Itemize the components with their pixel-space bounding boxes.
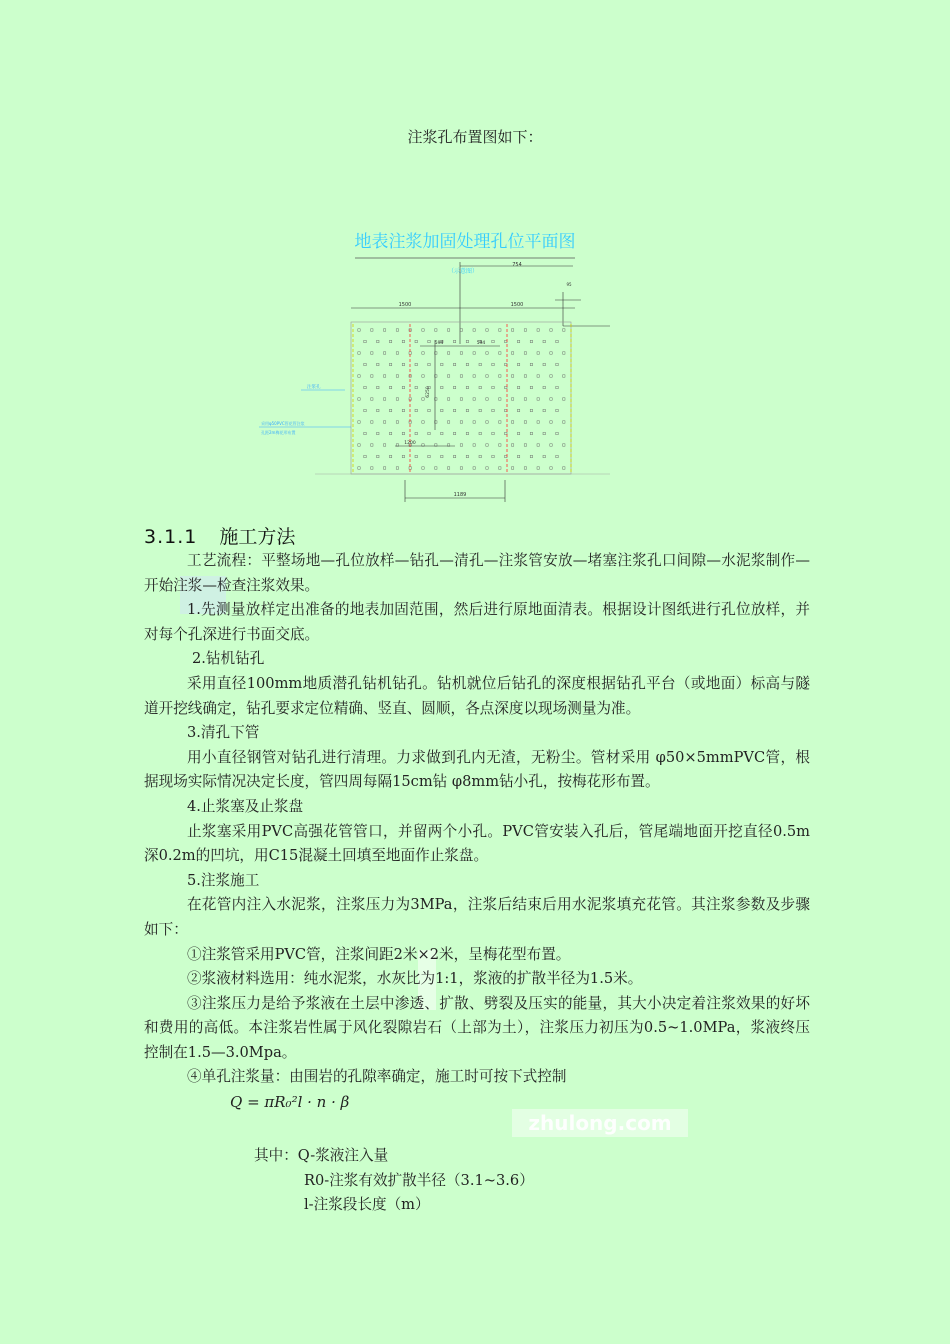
grout-hole-marker bbox=[358, 352, 360, 354]
grout-hole-marker bbox=[435, 329, 437, 331]
grout-hole-marker bbox=[466, 409, 468, 411]
grout-hole-marker bbox=[486, 352, 488, 354]
grout-hole-marker bbox=[389, 432, 391, 434]
section-heading bbox=[144, 522, 295, 549]
grout-hole-marker bbox=[466, 432, 468, 434]
grout-hole-marker bbox=[377, 363, 379, 365]
grout-hole-marker bbox=[524, 444, 526, 446]
grout-hole-marker bbox=[453, 409, 455, 411]
grout-hole-marker bbox=[530, 409, 532, 411]
grout-hole-marker bbox=[422, 352, 424, 354]
grout-hole-marker bbox=[466, 340, 468, 342]
grout-hole-marker bbox=[460, 398, 462, 400]
grout-hole-marker bbox=[441, 432, 443, 434]
grout-hole-marker bbox=[358, 398, 360, 400]
grout-hole-marker bbox=[447, 352, 449, 354]
formula-legend: R0-注浆有效扩散半径（3.1~3.6） bbox=[304, 1171, 534, 1189]
formula: Q = πR₀²l · n · β bbox=[230, 1093, 350, 1112]
grout-hole-marker bbox=[556, 455, 558, 457]
grout-hole-marker bbox=[364, 432, 366, 434]
grout-hole-marker bbox=[396, 467, 398, 469]
grout-hole-marker bbox=[460, 421, 462, 423]
section-number: 3.1.1 bbox=[144, 526, 198, 548]
grout-hole-marker bbox=[466, 386, 468, 388]
grout-hole-marker bbox=[428, 409, 430, 411]
grout-hole-marker bbox=[371, 444, 373, 446]
paragraph: 用小直径钢管对钻孔进行清理。力求做到孔内无渣，无粉尘。管材采用 φ50×5mmPVC管，根据现场实际情况决定长度，管四周每隔15cm钻 φ8mm钻小孔，按梅花形布置。 bbox=[144, 748, 810, 791]
dim-small-b: 594 bbox=[476, 341, 486, 346]
grout-hole-marker bbox=[473, 467, 475, 469]
grout-hole-marker bbox=[371, 421, 373, 423]
dim-tiny: 95 bbox=[566, 282, 572, 287]
grout-hole-marker bbox=[441, 455, 443, 457]
grout-hole-marker bbox=[396, 352, 398, 354]
grout-hole-marker bbox=[377, 386, 379, 388]
grout-hole-marker bbox=[537, 444, 539, 446]
grout-hole-marker bbox=[511, 375, 513, 377]
grout-hole-marker bbox=[453, 455, 455, 457]
side-label-1: 注浆孔 bbox=[307, 385, 321, 390]
grout-hole-marker bbox=[550, 398, 552, 400]
grout-hole-marker bbox=[460, 444, 462, 446]
grout-hole-marker bbox=[473, 444, 475, 446]
grout-hole-marker bbox=[524, 421, 526, 423]
grout-hole-marker bbox=[537, 467, 539, 469]
grout-hole-marker bbox=[460, 352, 462, 354]
grout-hole-marker bbox=[550, 329, 552, 331]
grout-hole-marker bbox=[479, 363, 481, 365]
grout-hole-marker bbox=[473, 398, 475, 400]
dim-left-span: 1500 bbox=[398, 302, 412, 308]
grout-hole-marker bbox=[389, 386, 391, 388]
grout-hole-marker bbox=[492, 340, 494, 342]
grout-hole-marker bbox=[447, 329, 449, 331]
step-item: ②浆液材料选用：纯水泥浆，水灰比为1:1，浆液的扩散半径为1.5米。 bbox=[187, 970, 643, 988]
grout-hole-marker bbox=[422, 398, 424, 400]
grout-hole-marker bbox=[543, 409, 545, 411]
grout-hole-marker bbox=[537, 375, 539, 377]
grout-hole-marker bbox=[447, 467, 449, 469]
grout-hole-marker bbox=[563, 421, 565, 423]
grout-hole-marker bbox=[371, 467, 373, 469]
grout-hole-marker bbox=[441, 363, 443, 365]
grout-hole-marker bbox=[537, 421, 539, 423]
subheading: 2.钻机钻孔 bbox=[192, 650, 265, 668]
grout-hole-marker bbox=[492, 363, 494, 365]
grout-hole-marker bbox=[511, 421, 513, 423]
grout-hole-marker bbox=[402, 363, 404, 365]
grout-hole-marker bbox=[383, 375, 385, 377]
paragraph: 止浆塞采用PVC高强花管管口，并留两个小孔。PVC管安装入孔后，管尾端地面开挖直径0.5m深0.2m的凹坑，用C15混凝土回填至地面作止浆盘。 bbox=[144, 822, 810, 865]
grout-hole-marker bbox=[556, 409, 558, 411]
grout-hole-marker bbox=[383, 467, 385, 469]
grout-hole-marker bbox=[402, 409, 404, 411]
grout-hole-marker bbox=[486, 421, 488, 423]
grout-hole-marker bbox=[537, 398, 539, 400]
grout-hole-marker bbox=[524, 467, 526, 469]
grout-hole-marker bbox=[415, 386, 417, 388]
grout-hole-marker bbox=[543, 432, 545, 434]
subheading: 5.注浆施工 bbox=[187, 871, 260, 889]
paragraph: 在花管内注入水泥浆，注浆压力为3MPa，注浆后结束后用水泥浆填充花管。其注浆参数及步骤如下： bbox=[144, 896, 810, 938]
grout-hole-marker bbox=[479, 455, 481, 457]
grout-hole-marker bbox=[556, 432, 558, 434]
grout-hole-marker bbox=[524, 398, 526, 400]
grout-hole-marker bbox=[422, 421, 424, 423]
grout-hole-marker bbox=[563, 352, 565, 354]
grout-hole-marker bbox=[499, 467, 501, 469]
grout-hole-marker bbox=[460, 467, 462, 469]
side-label-2: 采用φ50PVC管花管注浆 bbox=[261, 421, 305, 426]
grout-hole-marker bbox=[492, 455, 494, 457]
grout-hole-marker bbox=[492, 432, 494, 434]
grout-hole-marker bbox=[543, 455, 545, 457]
grout-hole-marker bbox=[428, 455, 430, 457]
grout-hole-marker bbox=[486, 375, 488, 377]
step-item: ④单孔注浆量：由围岩的孔隙率确定，施工时可按下式控制 bbox=[187, 1068, 567, 1086]
grout-hole-marker bbox=[499, 398, 501, 400]
grout-hole-marker bbox=[377, 340, 379, 342]
grout-hole-marker bbox=[453, 340, 455, 342]
grout-hole-marker bbox=[358, 444, 360, 446]
hole-grid bbox=[358, 329, 565, 469]
grout-hole-marker bbox=[556, 386, 558, 388]
drawing-title: 地表注浆加固处理孔位平面图 bbox=[354, 232, 576, 252]
side-label-3: 孔距2m梅花形布置 bbox=[261, 430, 296, 435]
grout-hole-marker bbox=[383, 352, 385, 354]
grout-hole-marker bbox=[543, 340, 545, 342]
grout-hole-marker bbox=[499, 329, 501, 331]
grout-hole-marker bbox=[377, 409, 379, 411]
step-item: ③注浆压力是给予浆液在土层中渗透、扩散、劈裂及压实的能量，其大小决定着注浆效果的好坏和费用的高低。本注浆岩性属于风化裂隙岩石（上部为土），注浆压力初压为0.5~1.0MPa，浆液终压控制在1.5—3.0Mpa。 bbox=[144, 994, 810, 1061]
grout-hole-marker bbox=[415, 455, 417, 457]
grout-hole-marker bbox=[402, 432, 404, 434]
grout-hole-marker bbox=[517, 386, 519, 388]
grout-hole-marker bbox=[422, 329, 424, 331]
grout-hole-marker bbox=[371, 375, 373, 377]
grout-hole-marker bbox=[556, 363, 558, 365]
subheading: 3.清孔下管 bbox=[187, 724, 260, 742]
grout-hole-marker bbox=[447, 398, 449, 400]
grout-hole-marker bbox=[415, 409, 417, 411]
grout-hole-marker bbox=[402, 455, 404, 457]
grout-hole-marker bbox=[466, 455, 468, 457]
grout-hole-marker bbox=[524, 375, 526, 377]
grout-hole-marker bbox=[422, 467, 424, 469]
grout-hole-marker bbox=[530, 340, 532, 342]
grout-hole-marker bbox=[511, 398, 513, 400]
grout-hole-marker bbox=[530, 386, 532, 388]
grout-hole-marker bbox=[453, 386, 455, 388]
grout-hole-marker bbox=[511, 444, 513, 446]
drawing-subtitle: （示意图） bbox=[447, 268, 479, 275]
grout-hole-marker bbox=[402, 386, 404, 388]
grout-hole-marker bbox=[537, 329, 539, 331]
grout-hole-marker bbox=[389, 409, 391, 411]
grout-hole-marker bbox=[441, 409, 443, 411]
grout-hole-marker bbox=[409, 352, 411, 354]
formula-legend: l-注浆段长度（m） bbox=[304, 1196, 430, 1214]
grout-hole-marker bbox=[530, 432, 532, 434]
grout-hole-marker bbox=[364, 363, 366, 365]
grout-hole-marker bbox=[479, 432, 481, 434]
grout-hole-marker bbox=[447, 421, 449, 423]
grout-hole-marker bbox=[364, 340, 366, 342]
grout-hole-marker bbox=[492, 386, 494, 388]
paragraph: 1.先测量放样定出准备的地表加固范围，然后进行原地面清表。根据设计图纸进行孔位放样，并对每个孔深进行书面交底。 bbox=[144, 601, 810, 643]
grout-hole-marker bbox=[486, 444, 488, 446]
grout-hole-marker bbox=[364, 409, 366, 411]
grout-hole-marker bbox=[358, 421, 360, 423]
grout-hole-marker bbox=[383, 421, 385, 423]
watermark-logo: zhulong.com bbox=[512, 1109, 688, 1137]
paragraph: 采用直径100mm地质潜孔钻机钻孔。钻机就位后钻孔的深度根据钻孔平台（或地面）标高与隧道开挖线确定，钻孔要求定位精确、竖直、圆顺，各点深度以现场测量为准。 bbox=[144, 674, 810, 717]
grout-hole-marker bbox=[543, 363, 545, 365]
grout-hole-marker bbox=[383, 398, 385, 400]
grout-hole-marker bbox=[383, 444, 385, 446]
grout-hole-marker bbox=[563, 329, 565, 331]
grout-hole-marker bbox=[486, 329, 488, 331]
grout-hole-marker bbox=[409, 467, 411, 469]
grout-hole-marker bbox=[371, 398, 373, 400]
grout-hole-marker bbox=[396, 421, 398, 423]
dim-top: 754 bbox=[512, 262, 522, 268]
grout-hole-marker bbox=[364, 386, 366, 388]
grout-hole-marker bbox=[473, 421, 475, 423]
grout-hole-marker bbox=[428, 340, 430, 342]
grout-hole-marker bbox=[473, 352, 475, 354]
subheading: 4.止浆塞及止浆盘 bbox=[187, 797, 304, 815]
grout-hole-marker bbox=[563, 444, 565, 446]
grout-hole-marker bbox=[486, 467, 488, 469]
grout-hole-marker bbox=[499, 421, 501, 423]
grout-hole-marker bbox=[511, 352, 513, 354]
grout-hole-marker bbox=[377, 432, 379, 434]
grout-hole-marker bbox=[479, 386, 481, 388]
grout-hole-marker bbox=[550, 421, 552, 423]
grout-hole-marker bbox=[435, 467, 437, 469]
grout-hole-marker bbox=[415, 340, 417, 342]
grout-hole-marker bbox=[441, 386, 443, 388]
grout-hole-marker bbox=[402, 340, 404, 342]
grout-hole-marker bbox=[460, 375, 462, 377]
grout-hole-marker bbox=[460, 329, 462, 331]
grout-hole-marker bbox=[453, 363, 455, 365]
grout-hole-marker bbox=[524, 352, 526, 354]
grout-hole-marker bbox=[511, 329, 513, 331]
grout-hole-marker bbox=[396, 329, 398, 331]
grout-hole-marker bbox=[358, 375, 360, 377]
body-text bbox=[144, 549, 810, 1218]
grout-hole-marker bbox=[447, 375, 449, 377]
grout-hole-marker bbox=[358, 329, 360, 331]
grout-hole-marker bbox=[517, 363, 519, 365]
grout-hole-marker bbox=[537, 352, 539, 354]
grout-hole-marker bbox=[383, 329, 385, 331]
dim-vertical: 6250 bbox=[426, 386, 431, 398]
grout-hole-marker bbox=[499, 352, 501, 354]
grout-hole-marker bbox=[389, 340, 391, 342]
grout-hole-marker bbox=[396, 375, 398, 377]
grouting-layout-drawing bbox=[255, 222, 615, 504]
dim-bottom: 1189 bbox=[453, 492, 467, 498]
grout-hole-marker bbox=[389, 455, 391, 457]
grout-hole-marker bbox=[428, 432, 430, 434]
grout-hole-marker bbox=[530, 363, 532, 365]
grout-hole-marker bbox=[563, 398, 565, 400]
grout-hole-marker bbox=[473, 375, 475, 377]
grout-hole-marker bbox=[364, 455, 366, 457]
grout-hole-marker bbox=[466, 363, 468, 365]
dim-spacing: 1200 bbox=[404, 441, 416, 446]
grout-hole-marker bbox=[486, 398, 488, 400]
paragraph: 工艺流程：平整场地—孔位放样—钻孔—清孔—注浆管安放—堵塞注浆孔口间隙—水泥浆制作—开始注浆—检查注浆效果。 bbox=[144, 552, 810, 594]
grout-hole-marker bbox=[530, 455, 532, 457]
grout-hole-marker bbox=[358, 467, 360, 469]
grout-hole-marker bbox=[550, 444, 552, 446]
grout-hole-marker bbox=[415, 363, 417, 365]
grout-hole-marker bbox=[511, 467, 513, 469]
grout-hole-marker bbox=[499, 444, 501, 446]
formula-legend: 其中：Q-浆液注入量 bbox=[254, 1147, 389, 1165]
grout-hole-marker bbox=[453, 432, 455, 434]
grout-hole-marker bbox=[371, 329, 373, 331]
grout-hole-marker bbox=[415, 432, 417, 434]
grout-hole-marker bbox=[371, 352, 373, 354]
grout-hole-marker bbox=[524, 329, 526, 331]
grout-hole-marker bbox=[563, 467, 565, 469]
step-item: ①注浆管采用PVC管，注浆间距2米×2米，呈梅花型布置。 bbox=[187, 945, 571, 963]
grout-hole-marker bbox=[550, 375, 552, 377]
section-title: 施工方法 bbox=[219, 526, 296, 548]
grout-hole-marker bbox=[517, 455, 519, 457]
grout-hole-marker bbox=[543, 386, 545, 388]
grout-hole-marker bbox=[428, 363, 430, 365]
dim-right-span: 1500 bbox=[510, 302, 524, 308]
grout-hole-marker bbox=[492, 409, 494, 411]
grout-hole-marker bbox=[550, 352, 552, 354]
grout-hole-marker bbox=[517, 409, 519, 411]
grout-hole-marker bbox=[556, 340, 558, 342]
grout-hole-marker bbox=[499, 375, 501, 377]
grout-hole-marker bbox=[473, 329, 475, 331]
grout-hole-marker bbox=[479, 409, 481, 411]
grout-hole-marker bbox=[396, 398, 398, 400]
dim-small-a: 594 bbox=[434, 341, 444, 346]
figure-caption: 注浆孔布置图如下： bbox=[407, 128, 543, 146]
grout-hole-marker bbox=[563, 375, 565, 377]
grout-hole-marker bbox=[517, 340, 519, 342]
grout-hole-marker bbox=[550, 467, 552, 469]
grout-hole-marker bbox=[517, 432, 519, 434]
grout-hole-marker bbox=[377, 455, 379, 457]
grout-hole-marker bbox=[389, 363, 391, 365]
grout-hole-marker bbox=[422, 375, 424, 377]
